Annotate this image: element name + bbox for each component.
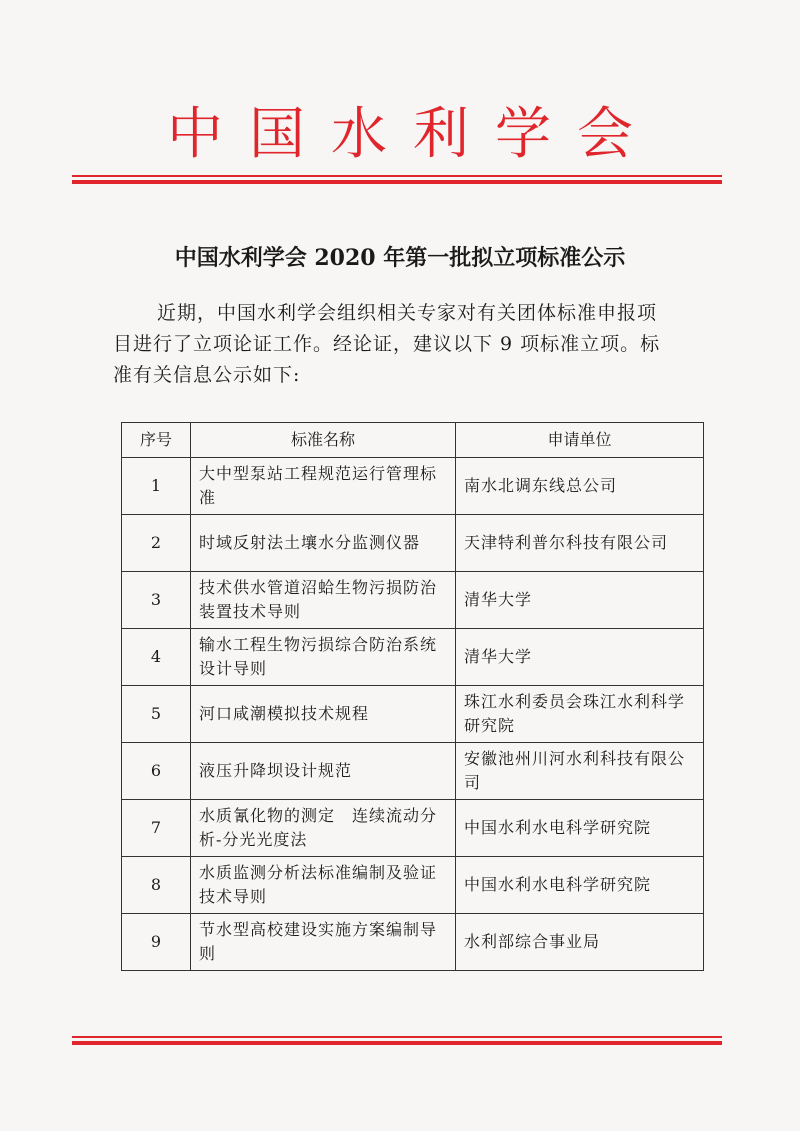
intro-paragraph [113, 298, 673, 391]
table-row [122, 629, 704, 686]
cell-unit: 珠江水利委员会珠江水利科学研究院 [456, 686, 704, 743]
table-row [122, 800, 704, 857]
cell-no: 3 [122, 572, 191, 629]
cell-no: 1 [122, 458, 191, 515]
cell-name: 河口咸潮模拟技术规程 [191, 686, 456, 743]
cell-name: 技术供水管道沼蛤生物污损防治装置技术导则 [191, 572, 456, 629]
cell-no: 7 [122, 800, 191, 857]
cell-no: 5 [122, 686, 191, 743]
cell-no: 4 [122, 629, 191, 686]
cell-unit: 中国水利水电科学研究院 [456, 857, 704, 914]
table-row [122, 458, 704, 515]
footer-rule-thick [72, 1041, 722, 1045]
table-row [122, 686, 704, 743]
cell-name: 大中型泵站工程规范运行管理标准 [191, 458, 456, 515]
cell-name: 水质氰化物的测定 连续流动分析-分光光度法 [191, 800, 456, 857]
footer-rule-thin [72, 1036, 722, 1038]
cell-unit: 中国水利水电科学研究院 [456, 800, 704, 857]
header-unit: 申请单位 [456, 423, 704, 458]
cell-unit: 天津特利普尔科技有限公司 [456, 515, 704, 572]
cell-no: 2 [122, 515, 191, 572]
table-header-row [122, 423, 704, 458]
cell-name: 输水工程生物污损综合防治系统设计导则 [191, 629, 456, 686]
header-name: 标准名称 [191, 423, 456, 458]
cell-unit: 清华大学 [456, 572, 704, 629]
cell-no: 6 [122, 743, 191, 800]
cell-unit: 南水北调东线总公司 [456, 458, 704, 515]
cell-name: 水质监测分析法标准编制及验证技术导则 [191, 857, 456, 914]
table-row [122, 572, 704, 629]
table-row [122, 743, 704, 800]
table-row [122, 857, 704, 914]
document-title: 中国水利学会 2020 年第一批拟立项标准公示 [174, 245, 626, 271]
table-row [122, 515, 704, 572]
header-rule-thick [72, 180, 722, 184]
table-row [122, 914, 704, 971]
header-rule-thin [72, 175, 722, 177]
cell-name: 节水型高校建设实施方案编制导则 [191, 914, 456, 971]
cell-name: 液压升降坝设计规范 [191, 743, 456, 800]
cell-unit: 水利部综合事业局 [456, 914, 704, 971]
cell-unit: 安徽池州川河水利科技有限公司 [456, 743, 704, 800]
cell-no: 8 [122, 857, 191, 914]
standards-table [121, 422, 704, 971]
header-no: 序号 [122, 423, 191, 458]
cell-no: 9 [122, 914, 191, 971]
org-letterhead: 中国水利学会 [167, 102, 659, 167]
intro-text: 近期，中国水利学会组织相关专家对有关团体标准申报项目进行了立项论证工作。经论证，建议以下 9 项标准立项。标准有关信息公示如下: [113, 302, 661, 386]
cell-name: 时域反射法土壤水分监测仪器 [191, 515, 456, 572]
cell-unit: 清华大学 [456, 629, 704, 686]
